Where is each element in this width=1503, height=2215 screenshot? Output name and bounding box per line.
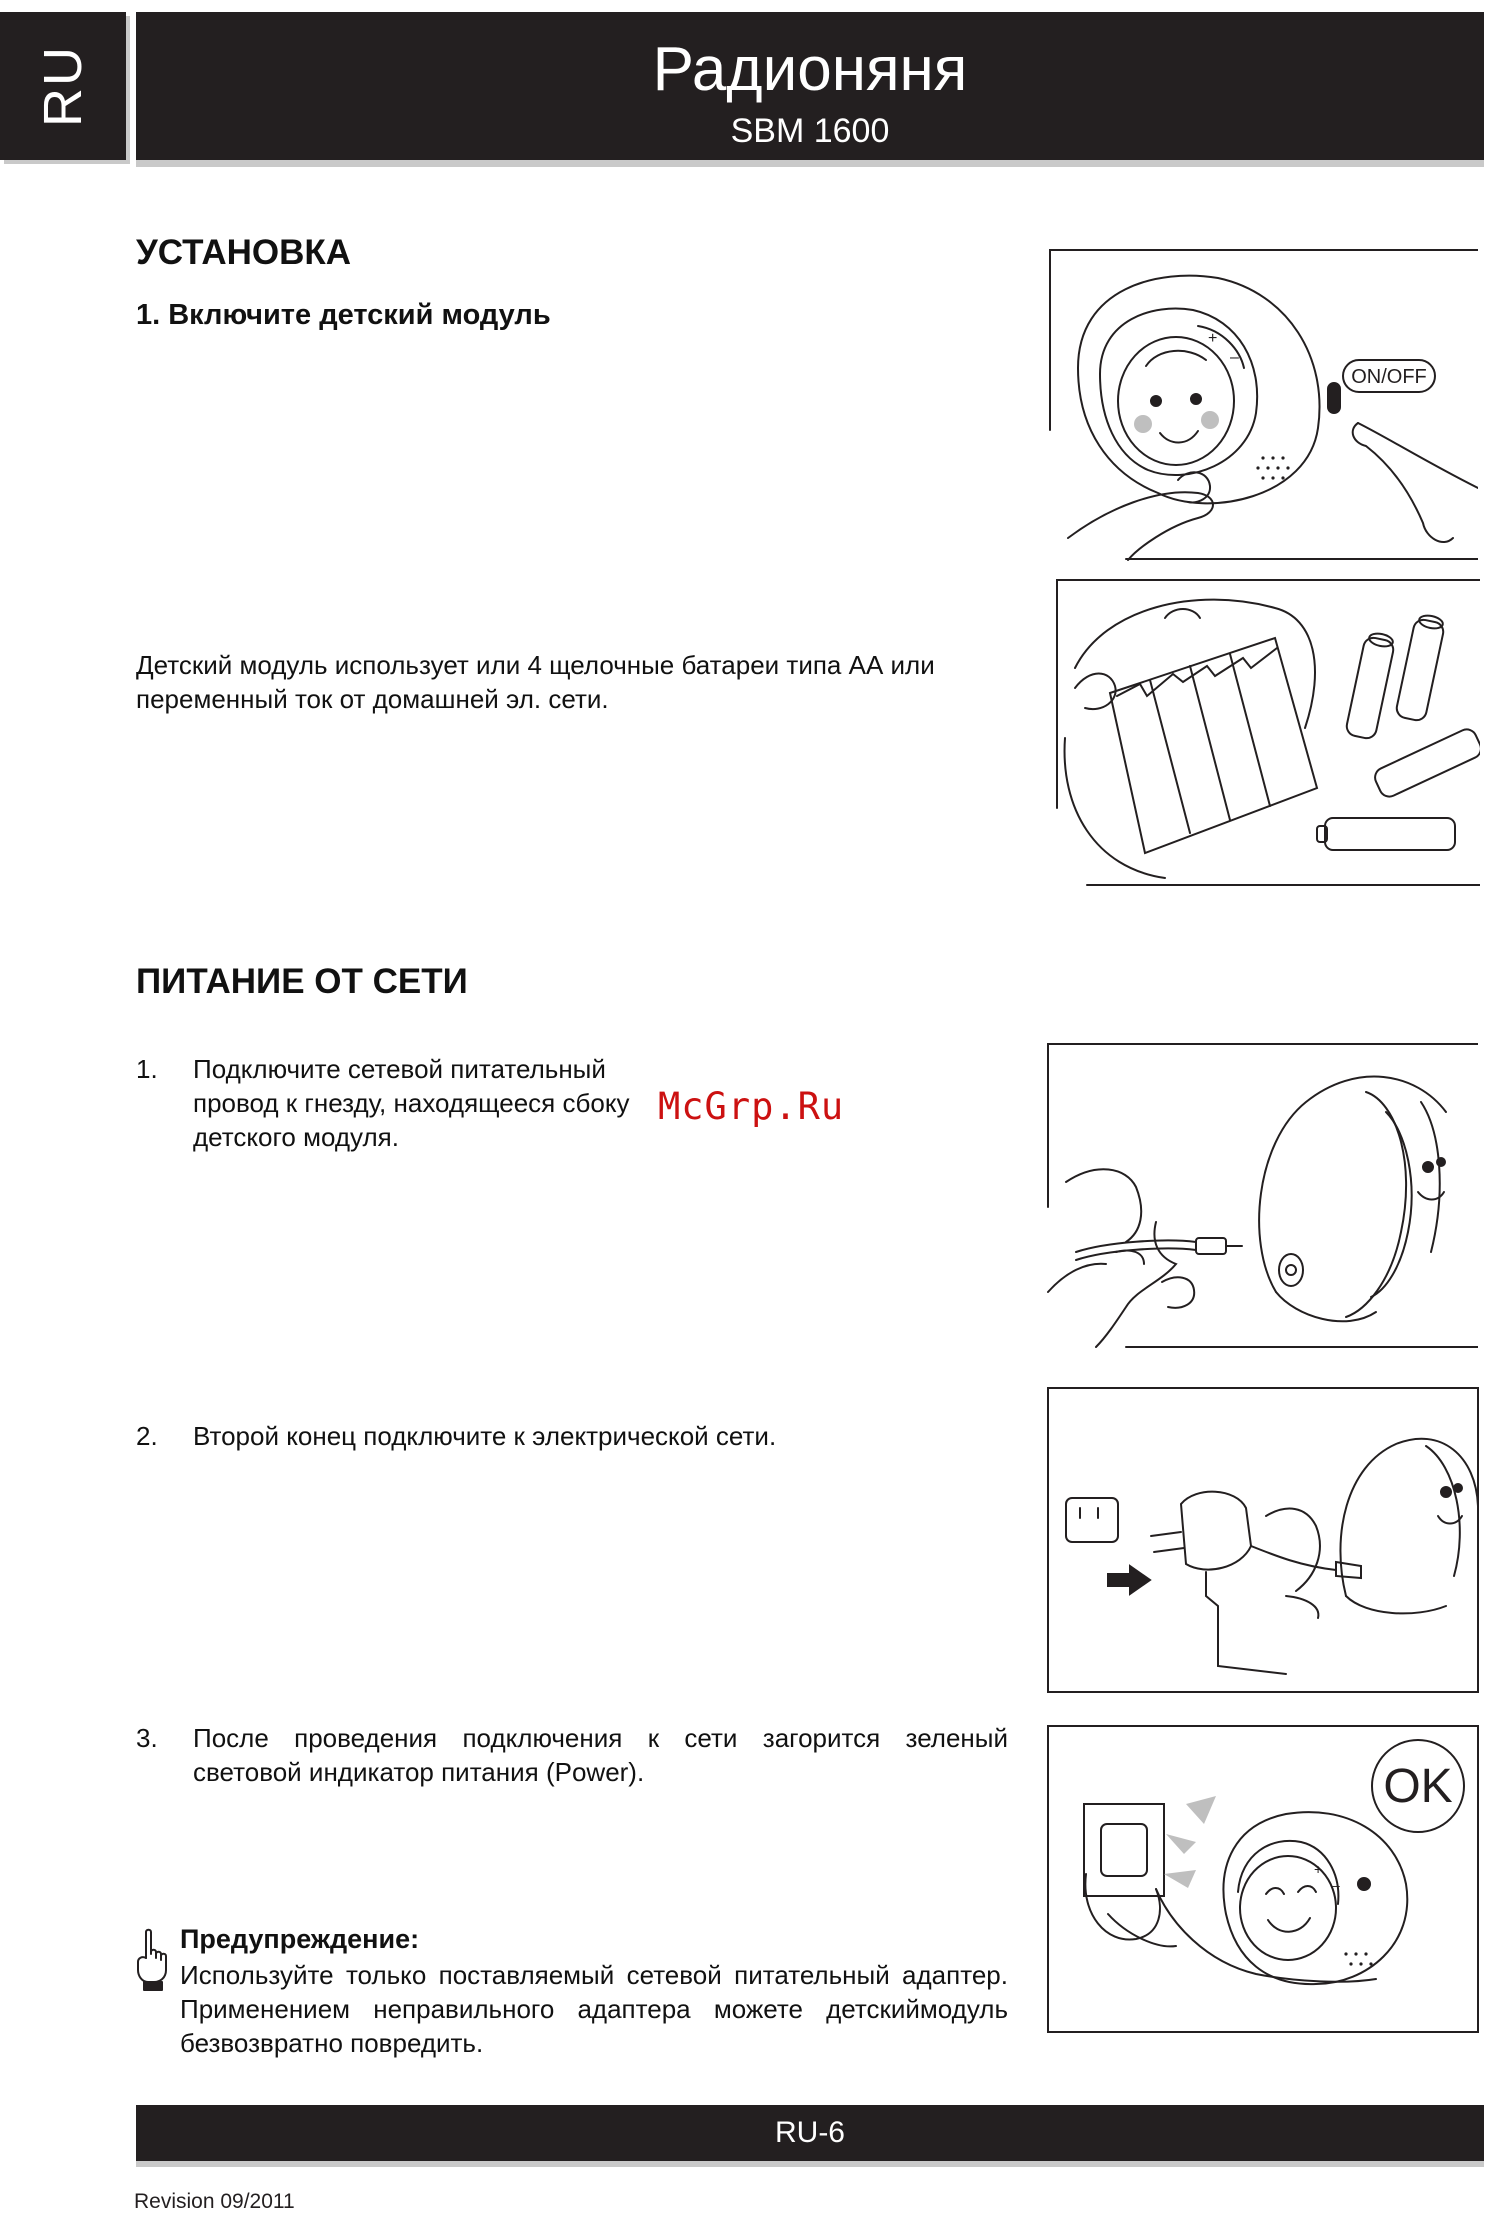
figure-power-button bbox=[1048, 248, 1478, 564]
step-number: 2. bbox=[136, 1421, 158, 1451]
onoff-label: ON/OFF bbox=[1351, 366, 1427, 388]
mains-step-1 bbox=[136, 1052, 1008, 1154]
figure-adapter-wall bbox=[1046, 1386, 1480, 1694]
warning-title: Предупреждение: bbox=[180, 1924, 420, 1954]
battery-text: Детский модуль использует или 4 щелочные батареи типа АА или переменный ток от домашней эл. сети. bbox=[136, 650, 935, 714]
footer-bar bbox=[136, 2105, 1484, 2161]
mains-step-2 bbox=[136, 1419, 1008, 1453]
step-text: Подключите сетевой питательный провод к гнезду, находящееся сбоку детского модуля. bbox=[193, 1054, 630, 1152]
watermark: McGrp.Ru bbox=[658, 1085, 845, 1128]
header-bar bbox=[136, 12, 1484, 160]
page-title: Радионяня bbox=[652, 35, 968, 104]
warning-text: Используйте только поставляемый сетевой питательный адаптер. Применением неправильного адаптера можете детскиймодуль безвозвратно повредить. bbox=[180, 1960, 1008, 2058]
language-code: RU bbox=[33, 45, 93, 127]
figure-power-ok bbox=[1046, 1724, 1480, 2034]
pointing-hand-icon bbox=[134, 1928, 170, 1997]
mains-heading: ПИТАНИЕ ОТ СЕТИ bbox=[136, 962, 468, 1001]
mains-step-3 bbox=[136, 1721, 1008, 1789]
plus-label-2: + bbox=[1314, 1861, 1323, 1877]
revision-label: Revision 09/2011 bbox=[134, 2190, 295, 2213]
step-text: Второй конец подключите к электрической сети. bbox=[193, 1421, 777, 1451]
minus-label-2: – bbox=[1332, 1877, 1340, 1893]
step-number: 3. bbox=[136, 1723, 158, 1753]
step-number: 1. bbox=[136, 1054, 158, 1084]
installation-heading: УСТАНОВКА bbox=[136, 233, 352, 272]
step-heading: 1. Включите детский модуль bbox=[136, 299, 551, 331]
model-name: SBM 1600 bbox=[730, 112, 890, 150]
page-number: RU-6 bbox=[774, 2116, 845, 2149]
step-text: После проведения подключения к сети загорится зеленый световой индикатор питания (Power). bbox=[193, 1723, 1008, 1787]
language-tab bbox=[0, 12, 126, 160]
ok-label: OK bbox=[1383, 1760, 1453, 1813]
plus-label: + bbox=[1208, 330, 1218, 347]
minus-label: – bbox=[1230, 349, 1239, 366]
figure-plug-cable bbox=[1046, 1042, 1478, 1350]
figure-batteries bbox=[1055, 578, 1480, 888]
